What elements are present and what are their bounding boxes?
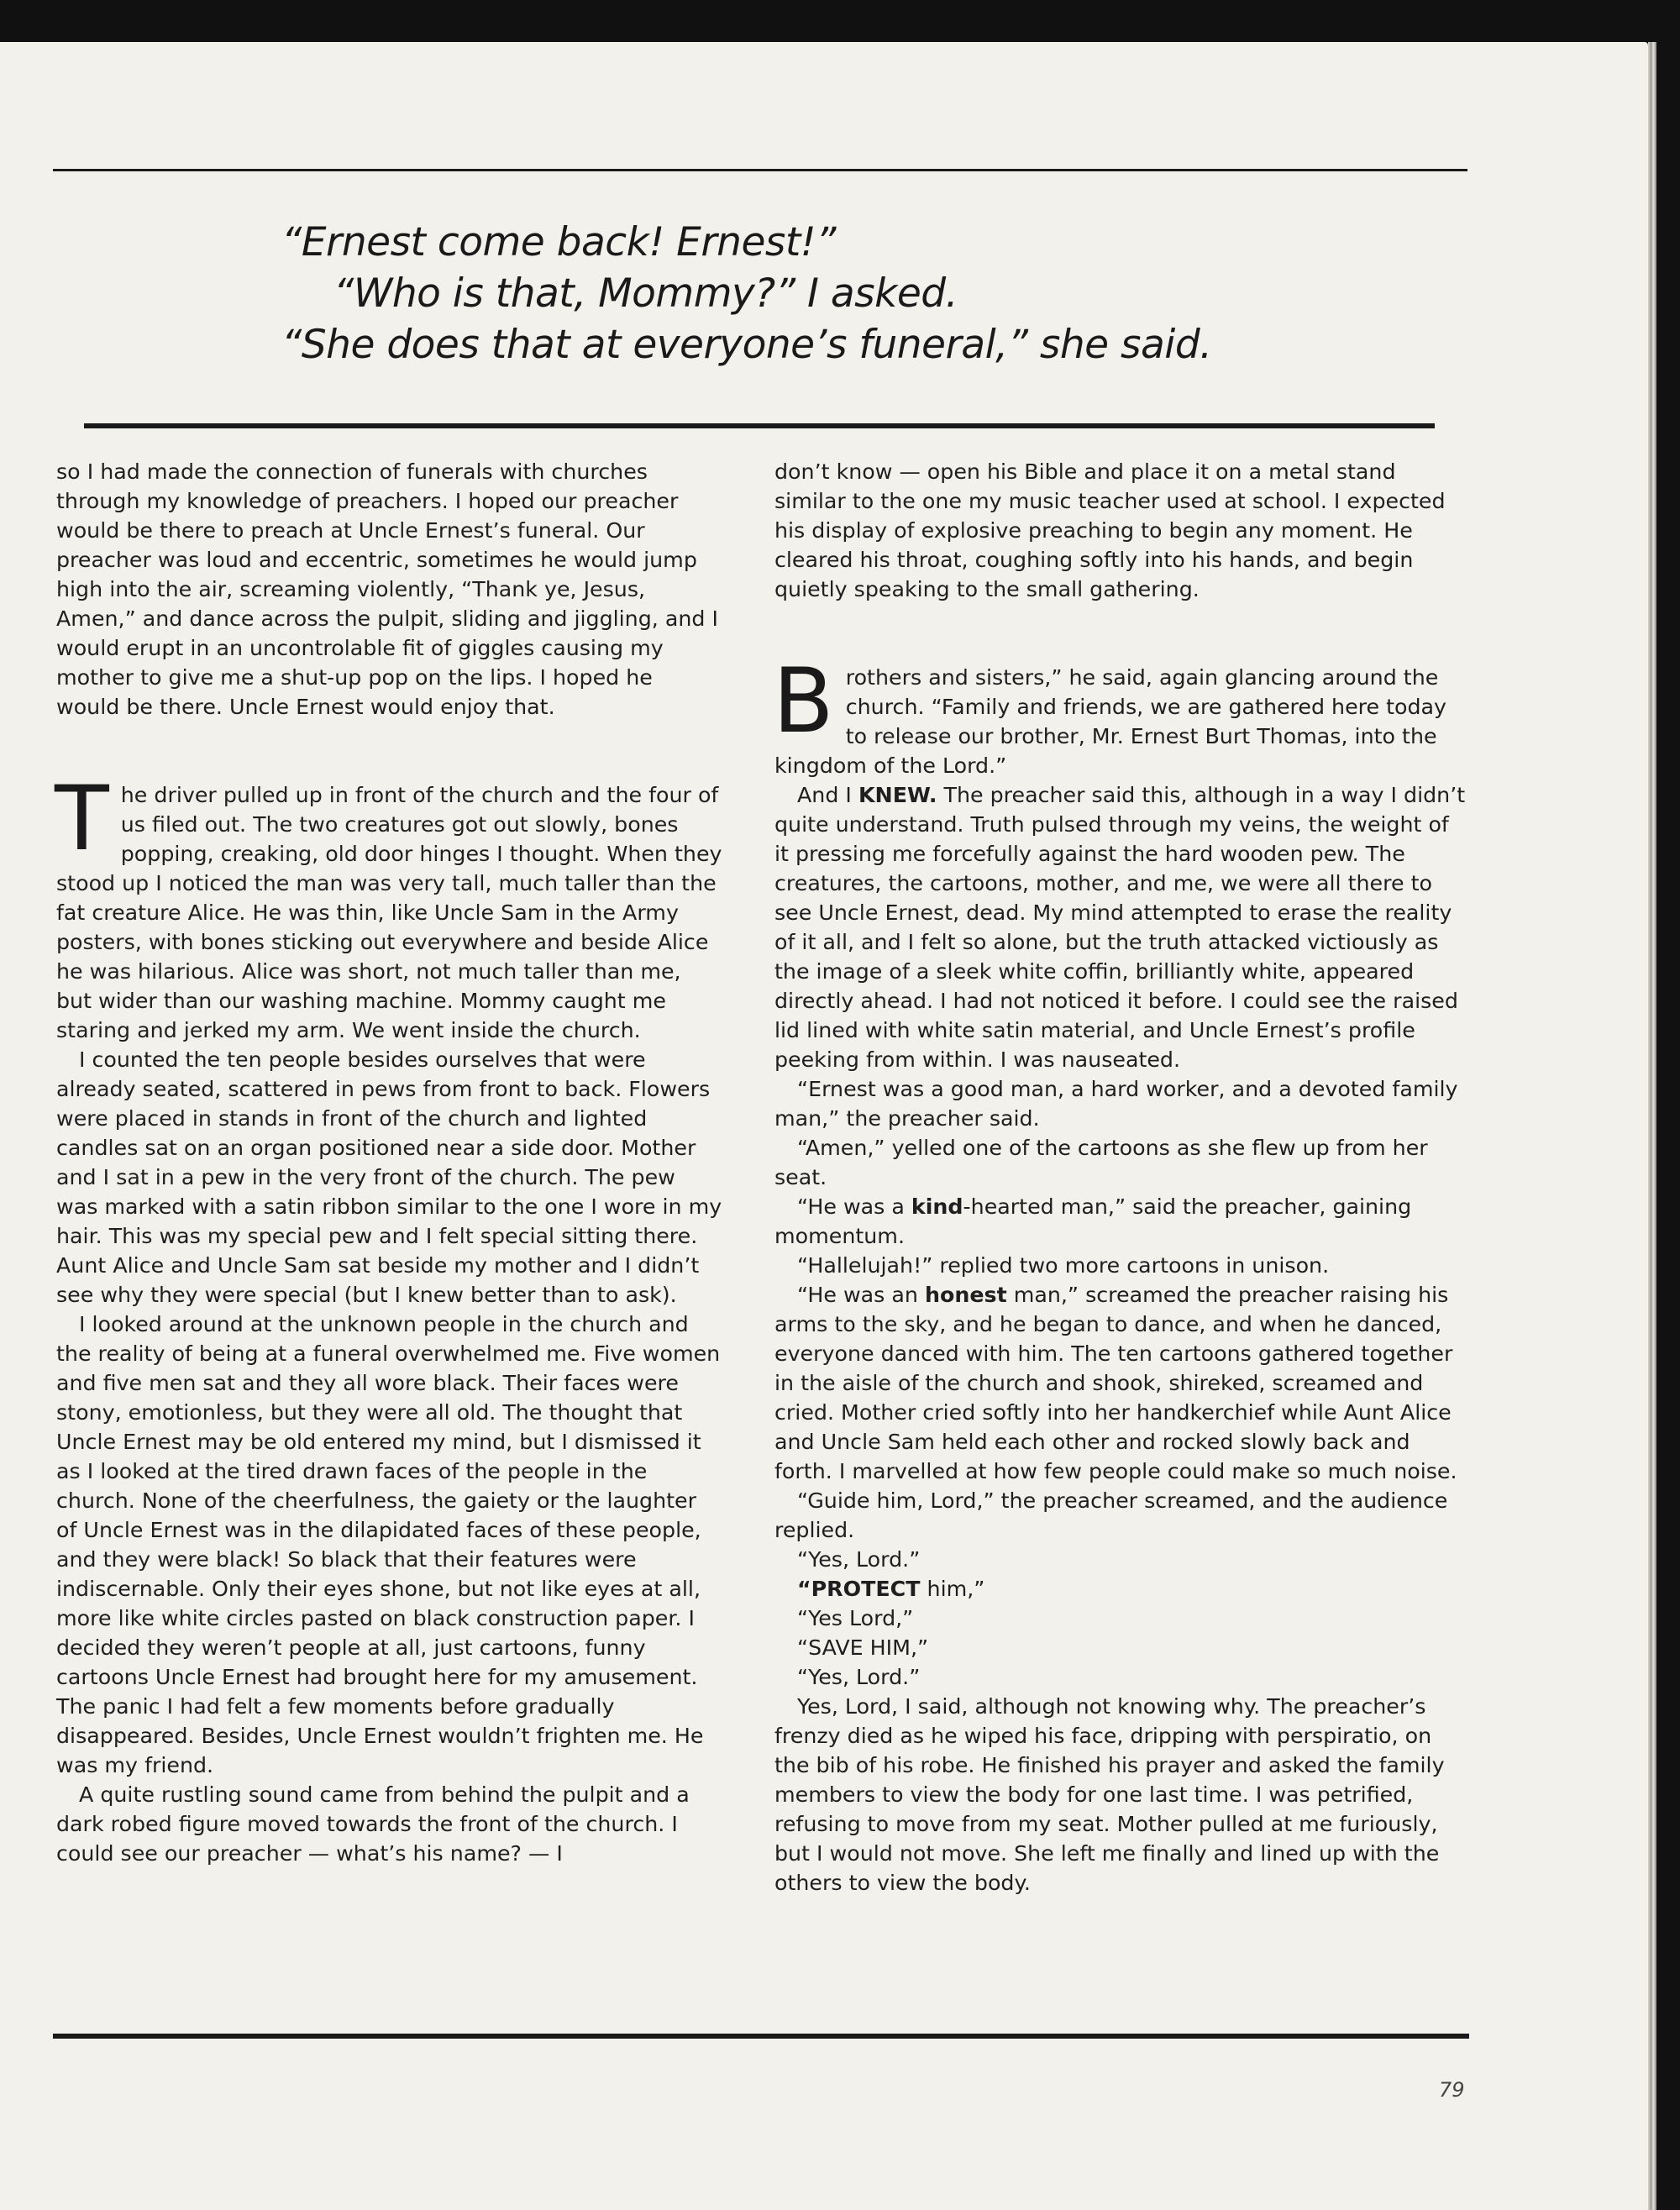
paragraph: “Yes, Lord.”	[797, 1547, 921, 1572]
paragraph: “SAVE HIM,”	[797, 1635, 929, 1660]
paragraph: “Guide him, Lord,” the preacher screamed, and the audience replied.	[774, 1488, 1448, 1542]
bottom-rule	[53, 2034, 1469, 2039]
drop-cap: T	[55, 767, 109, 870]
paragraph	[774, 1574, 1467, 1604]
paragraph: “Ernest was a good man, a hard worker, and a devoted family man,” the preacher said.	[774, 1077, 1458, 1131]
paragraph: so I had made the connection of funerals with churches through my knowledge of preachers. I hoped our preacher would be there to preach at Uncle Ernest’s funeral. Our preacher was loud and eccentric, sometimes he would jump high into the air, screaming violently, “Thank ye, Jesus, Amen,” and dance across the pulpit, sliding and jiggling, and I would erupt in an uncontrolable fit of giggles causing my mother to give me a shut-up pop on the lips. I hoped he would be there. Uncle Ernest would enjoy that.	[56, 459, 718, 719]
paragraph: “Hallelujah!” replied two more cartoons in unison.	[797, 1253, 1330, 1278]
paragraph: “Amen,” yelled one of the cartoons as she flew up from her seat.	[774, 1136, 1428, 1189]
section-rule	[84, 423, 1435, 428]
text: And I	[797, 783, 858, 807]
paragraph: “Yes Lord,”	[797, 1606, 914, 1630]
text: “He was a	[797, 1194, 911, 1219]
page-edge	[1648, 42, 1656, 2210]
drop-cap: B	[773, 649, 834, 753]
paragraph: A quite rustling sound came from behind the pulpit and a dark robed figure moved towards the front of the church. I could see our preacher — what’s his name? — I	[56, 1782, 690, 1866]
emphasis: honest	[924, 1283, 1007, 1307]
pull-quote-line-1: “Ernest come back! Ernest!”	[281, 219, 836, 265]
emphasis: KNEW.	[858, 783, 937, 807]
paragraph	[774, 1192, 1467, 1251]
paragraph-dropcap	[55, 767, 722, 1045]
paragraph: I counted the ten people besides ourselves that were already seated, scattered in pews from front to back. Flowers were placed in stands in front of the church and lighted candles sat on an organ positioned near a side door. Mother and I sat in a pew in the very front of the church. The pew was marked with a satin ribbon similar to the one I wore in my hair. This was my special pew and I felt special sitting there. Aunt Alice and Uncle Sam sat beside my mother and I didn’t see why they were special (but I knew better than to ask).	[56, 1047, 722, 1307]
text: -hearted man,” said the preacher, gaining momentum.	[774, 1194, 1412, 1248]
page-number: 79	[1439, 2078, 1465, 2102]
pull-quote-line-3: “She does that at everyone’s funeral,” she said.	[281, 322, 1212, 368]
paragraph-dropcap	[773, 649, 1467, 780]
paragraph: don’t know — open his Bible and place it on a metal stand similar to the one my music teacher used at school. I expected his display of explosive preaching to begin any moment. He cleared his throat, coughing softly into his hands, and begin quietly speaking to the small gathering.	[774, 459, 1446, 601]
paragraph	[774, 780, 1467, 1074]
paragraph	[774, 1280, 1467, 1486]
paragraph-text: he driver pulled up in front of the church and the four of us filed out. The two creatures got out slowly, bones popping, creaking, old door hinges I thought. When they stood up I noticed the man was very tall, much taller than the fat creature Alice. He was thin, like Uncle Sam in the Army posters, with bones sticking out everywhere and beside Alice he was hilarious. Alice was short, not much taller than me, but wider than our washing machine. Mommy caught me staring and jerked my arm. We went inside the church.	[56, 783, 722, 1042]
paragraph-text: rothers and sisters,” he said, again glancing around the church. “Family and friends, we are gathered here today to release our brother, Mr. Ernest Burt Thomas, into the kingdom of the Lord.”	[774, 665, 1447, 778]
paragraph: Yes, Lord, I said, although not knowing why. The preacher’s frenzy died as he wiped his face, dripping with perspiratio, on the bib of his robe. He finished his prayer and asked the family members to view the body for one last time. I was petrified, refusing to move from my seat. Mother pulled at me furiously, but I would not move. She left me finally and lined up with the others to view the body.	[774, 1694, 1445, 1895]
text: “He was an	[797, 1283, 925, 1307]
text: The preacher said this, although in a way I didn’t quite understand. Truth pulsed through my veins, the weight of it pressing me forcefully against the hard wooden pew. The creatures, the cartoons, mother, and me, we were all there to see Uncle Ernest, dead. My mind attempted to erase the reality of it all, and I felt so alone, but the truth attacked victiously as the image of a sleek white coffin, brilliantly white, appeared directly ahead. I had not noticed it before. I could see the raised lid lined with white satin material, and Uncle Ernest’s profile peeking from within. I was nauseated.	[774, 783, 1466, 1072]
paragraph: I looked around at the unknown people in the church and the reality of being at a funeral overwhelmed me. Five women and five men sat and they all wore black. Their faces were stony, emotionless, but they were all old. The thought that Uncle Ernest may be old entered my mind, but I dismissed it as I looked at the tired drawn faces of the people in the church. None of the cheerfulness, the gaiety or the laughter of Uncle Ernest was in the dilapidated faces of these people, and they were black! So black that their features were indiscernable. Only their eyes shone, but not like eyes at all, more like white circles pasted on black construction paper. I decided they weren’t people at all, just cartoons, funny cartoons Uncle Ernest had brought here for my amusement. The panic I had felt a few moments before gradually disappeared. Besides, Uncle Ernest wouldn’t frighten me. He was my friend.	[56, 1312, 721, 1777]
text: him,”	[920, 1577, 985, 1601]
paragraph: “Yes, Lord.”	[797, 1665, 921, 1689]
right-column	[774, 457, 1467, 1898]
text: man,” screamed the preacher raising his arms to the sky, and he began to dance, and when he danced, everyone danced with him. The ten cartoons gathered together in the aisle of the church and shook, shireked, screamed and cried. Mother cried softly into her handkerchief while Aunt Alice and Uncle Sam held each other and rocked slowly back and forth. I marvelled at how few people could make so much noise.	[774, 1283, 1457, 1483]
left-column	[56, 457, 722, 1868]
top-rule	[53, 169, 1467, 171]
pull-quote	[281, 217, 1457, 370]
emphasis: “PROTECT	[797, 1577, 921, 1601]
emphasis: kind	[911, 1194, 963, 1219]
pull-quote-line-2: “Who is that, Mommy?” I asked.	[333, 270, 958, 317]
